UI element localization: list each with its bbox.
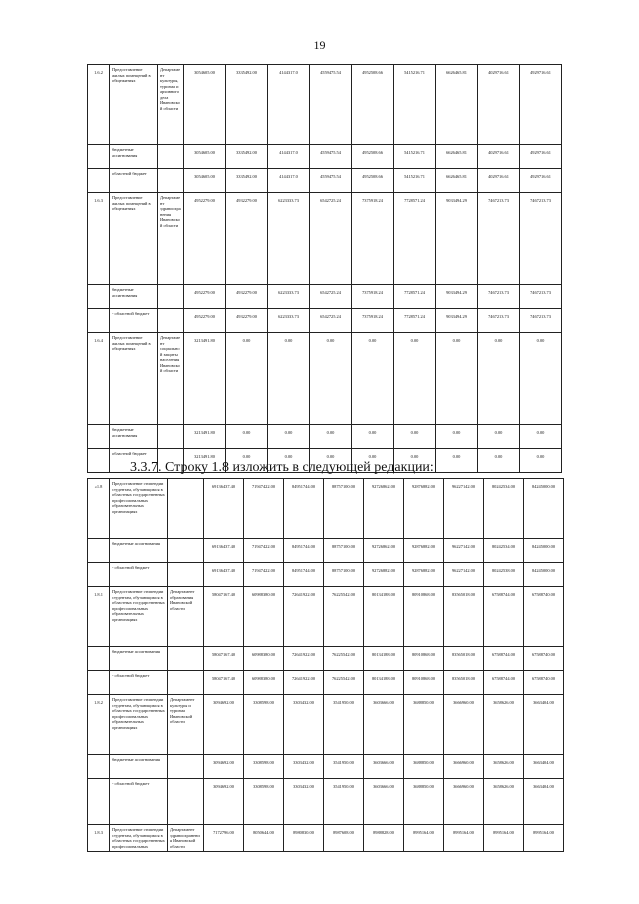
value-cell: 3213491.80 — [184, 449, 226, 473]
value-cell: 4952279.00 — [184, 193, 226, 285]
value-cell: 4029716.61 — [478, 169, 520, 193]
row-code — [88, 285, 110, 309]
value-cell: 80134188.00 — [364, 587, 404, 647]
value-cell: 4029716.61 — [478, 145, 520, 169]
value-cell: 3541950.00 — [324, 755, 364, 779]
table-row — [88, 647, 564, 671]
value-cell: 60988380.00 — [244, 647, 284, 671]
budget-table-1-8 — [87, 478, 564, 852]
row-name: бюджетные ассигнования — [110, 539, 168, 563]
value-cell: 76225542.00 — [324, 587, 364, 647]
row-department — [168, 539, 204, 563]
value-cell: 0.00 — [394, 425, 436, 449]
value-cell: 3094692.00 — [204, 779, 244, 825]
value-cell: 67588744.00 — [484, 587, 524, 647]
row-code — [88, 755, 110, 779]
section-caption: 3.3.7. Строку 1.8 изложить в следующей редакции: — [130, 460, 434, 475]
table-row — [88, 755, 564, 779]
row-name: Предоставление стипендии студентам, обучающимся в областных государственных профессиональных образовательных организациях — [110, 479, 168, 539]
table-row — [88, 671, 564, 695]
value-cell: 3094692.00 — [204, 695, 244, 755]
row-code: 1.6.4 — [88, 333, 110, 425]
row-name: - областной бюджет — [110, 671, 168, 695]
value-cell: 4952508.66 — [352, 169, 394, 193]
value-cell: 92876882.00 — [404, 479, 444, 539]
value-cell: 58047167.40 — [204, 647, 244, 671]
value-cell: 60988380.00 — [244, 587, 284, 647]
value-cell: 0.00 — [268, 333, 310, 425]
value-cell: 0.00 — [394, 449, 436, 473]
value-cell: 0.00 — [226, 333, 268, 425]
value-cell: 6542725.24 — [310, 309, 352, 333]
value-cell: 3054605.00 — [184, 145, 226, 169]
value-cell: 84245000.00 — [524, 539, 564, 563]
row-name: Предоставление жилых помещений в общежитиях — [110, 65, 158, 145]
value-cell: 8995164.00 — [484, 825, 524, 852]
row-name: бюджетные ассигнования — [110, 285, 158, 309]
value-cell: 84951744.00 — [284, 563, 324, 587]
table-row — [88, 563, 564, 587]
row-name: - областной бюджет — [110, 563, 168, 587]
value-cell: 0.00 — [352, 333, 394, 425]
value-cell: 80134188.00 — [364, 671, 404, 695]
value-cell: 3094692.00 — [204, 755, 244, 779]
value-cell: 84951744.00 — [284, 479, 324, 539]
table-row — [88, 425, 562, 449]
value-cell: 71947422.00 — [244, 539, 284, 563]
value-cell: 3054605.00 — [184, 169, 226, 193]
row-department — [168, 647, 204, 671]
value-cell: 6223333.73 — [268, 193, 310, 285]
table-row — [88, 587, 564, 647]
row-code — [88, 169, 110, 193]
value-cell: 3541950.00 — [324, 695, 364, 755]
value-cell: 92876882.00 — [404, 539, 444, 563]
row-department: Департамент образования Ивановской области — [168, 587, 204, 647]
value-cell: 3335492.00 — [226, 65, 268, 145]
value-cell: 5415216.71 — [394, 169, 436, 193]
row-code: «1.8 — [88, 479, 110, 539]
value-cell: 76225542.00 — [324, 671, 364, 695]
value-cell: 3688850.00 — [404, 779, 444, 825]
row-name: Предоставление стипендии студентам, обучающимся в областных государственных профессиональных — [110, 825, 168, 852]
value-cell: 3666960.00 — [444, 779, 484, 825]
value-cell: 7467213.73 — [520, 309, 562, 333]
value-cell: 0.00 — [310, 449, 352, 473]
value-cell: 80242534.00 — [484, 479, 524, 539]
value-cell: 4559475.54 — [310, 169, 352, 193]
value-cell: 69136437.40 — [204, 479, 244, 539]
value-cell: 4932279.00 — [226, 193, 268, 285]
value-cell: 3603666.00 — [364, 779, 404, 825]
value-cell: 4144317.0 — [268, 169, 310, 193]
row-code: 1.8.3 — [88, 825, 110, 852]
value-cell: 83565018.00 — [444, 587, 484, 647]
value-cell: 4952279.00 — [184, 285, 226, 309]
value-cell: 8988828.00 — [364, 825, 404, 852]
value-cell: 76225542.00 — [324, 647, 364, 671]
value-cell: 7375918.24 — [352, 309, 394, 333]
value-cell: 3335492.00 — [226, 145, 268, 169]
value-cell: 67588740.00 — [524, 587, 564, 647]
value-cell: 8050644.00 — [244, 825, 284, 852]
value-cell: 92726882.00 — [364, 563, 404, 587]
row-department: Департамент здравоохранения Ивановской области — [168, 825, 204, 852]
value-cell: 69136437.40 — [204, 539, 244, 563]
row-department — [168, 779, 204, 825]
row-code — [88, 779, 110, 825]
value-cell: 80242534.00 — [484, 539, 524, 563]
value-cell: 0.00 — [520, 449, 562, 473]
value-cell: 0.00 — [352, 449, 394, 473]
value-cell: 6626465.81 — [436, 65, 478, 145]
value-cell: 3054605.00 — [184, 65, 226, 145]
value-cell: 6223333.73 — [268, 309, 310, 333]
row-name: Предоставление жилых помещений в общежитиях — [110, 193, 158, 285]
value-cell: 72641922.00 — [284, 647, 324, 671]
value-cell: 4932279.00 — [226, 285, 268, 309]
value-cell: 7375918.24 — [352, 285, 394, 309]
row-code: 1.6.2 — [88, 65, 110, 145]
table-row — [88, 695, 564, 755]
value-cell: 0.00 — [226, 449, 268, 473]
row-code: 1.8.2 — [88, 695, 110, 755]
value-cell: 3213491.80 — [184, 333, 226, 425]
value-cell: 5415216.71 — [394, 145, 436, 169]
table-row — [88, 309, 562, 333]
value-cell: 80242538.00 — [484, 563, 524, 587]
value-cell: 0.00 — [394, 333, 436, 425]
value-cell: 3308598.00 — [244, 755, 284, 779]
value-cell: 0.00 — [436, 333, 478, 425]
value-cell: 3308598.00 — [244, 779, 284, 825]
value-cell: 96227142.00 — [444, 479, 484, 539]
value-cell: 9033494.29 — [436, 193, 478, 285]
value-cell: 88757100.00 — [324, 539, 364, 563]
row-department — [158, 285, 184, 309]
value-cell: 96227142.00 — [444, 539, 484, 563]
value-cell: 3603666.00 — [364, 755, 404, 779]
row-department — [168, 671, 204, 695]
row-code: 1.8.1 — [88, 587, 110, 647]
value-cell: 6626465.81 — [436, 169, 478, 193]
row-code — [88, 145, 110, 169]
value-cell: 0.00 — [310, 333, 352, 425]
value-cell: 4144317.0 — [268, 65, 310, 145]
row-department: Департамент социальной защиты населения Ивановской области — [158, 333, 184, 425]
value-cell: 0.00 — [310, 425, 352, 449]
value-cell: 7728571.24 — [394, 193, 436, 285]
value-cell: 80910868.00 — [404, 647, 444, 671]
value-cell: 83565018.00 — [444, 647, 484, 671]
row-name: областной бюджет — [110, 169, 158, 193]
row-department — [168, 479, 204, 539]
row-code — [88, 539, 110, 563]
row-name: бюджетные ассигнования — [110, 425, 158, 449]
value-cell: 3688850.00 — [404, 695, 444, 755]
row-name: бюджетные ассигнования — [110, 145, 158, 169]
value-cell: 80910868.00 — [404, 671, 444, 695]
value-cell: 7467213.73 — [520, 285, 562, 309]
value-cell: 6542725.24 — [310, 285, 352, 309]
table-row — [88, 193, 562, 285]
value-cell: 71947422.00 — [244, 479, 284, 539]
row-code — [88, 671, 110, 695]
value-cell: 7467213.73 — [478, 193, 520, 285]
value-cell: 0.00 — [268, 425, 310, 449]
row-name: Предоставление жилых помещений в общежитиях — [110, 333, 158, 425]
value-cell: 0.00 — [226, 425, 268, 449]
value-cell: 0.00 — [268, 449, 310, 473]
value-cell: 3658626.00 — [484, 755, 524, 779]
row-department: Департамент культуры, туризма и архивного дела Ивановской области — [158, 65, 184, 145]
budget-table-1-6 — [87, 64, 562, 473]
value-cell: 4559475.54 — [310, 65, 352, 145]
value-cell: 3666960.00 — [444, 755, 484, 779]
row-name: Предоставление стипендии студентам, обучающимся в областных государственных профессиональных образовательных организациях — [110, 587, 168, 647]
value-cell: 4952508.66 — [352, 65, 394, 145]
value-cell: 3335492.00 — [226, 169, 268, 193]
row-code — [88, 309, 110, 333]
value-cell: 6626465.81 — [436, 145, 478, 169]
value-cell: 58047167.40 — [204, 587, 244, 647]
value-cell: 4932279.00 — [226, 309, 268, 333]
value-cell: 3541950.00 — [324, 779, 364, 825]
table-row — [88, 779, 564, 825]
value-cell: 4929716.61 — [520, 169, 562, 193]
value-cell: 0.00 — [478, 425, 520, 449]
table-row — [88, 145, 562, 169]
value-cell: 4952279.00 — [184, 309, 226, 333]
value-cell: 88757100.00 — [324, 479, 364, 539]
value-cell: 60988380.00 — [244, 671, 284, 695]
value-cell: 72641922.00 — [284, 671, 324, 695]
value-cell: 80910868.00 — [404, 587, 444, 647]
row-code — [88, 563, 110, 587]
value-cell: 8995164.00 — [444, 825, 484, 852]
value-cell: 3688850.00 — [404, 755, 444, 779]
value-cell: 4144317.0 — [268, 145, 310, 169]
value-cell: 83565018.00 — [444, 671, 484, 695]
value-cell: 3303432.00 — [284, 779, 324, 825]
row-name: бюджетные ассигнования — [110, 647, 168, 671]
row-department: Департамент здравоохранения Ивановской области — [158, 193, 184, 285]
value-cell: 0.00 — [352, 425, 394, 449]
value-cell: 5415216.71 — [394, 65, 436, 145]
value-cell: 4029716.61 — [478, 65, 520, 145]
row-name: областной бюджет — [110, 449, 158, 473]
row-department — [158, 169, 184, 193]
row-department — [158, 145, 184, 169]
value-cell: 8980830.00 — [284, 825, 324, 852]
value-cell: 6223333.73 — [268, 285, 310, 309]
value-cell: 4929716.61 — [520, 145, 562, 169]
row-department — [158, 425, 184, 449]
page-number: 19 — [313, 38, 326, 52]
value-cell: 6542725.24 — [310, 193, 352, 285]
value-cell: 0.00 — [520, 333, 562, 425]
row-code — [88, 647, 110, 671]
value-cell: 7467213.73 — [478, 285, 520, 309]
value-cell: 7728571.24 — [394, 309, 436, 333]
value-cell: 3303432.00 — [284, 695, 324, 755]
row-code: 1.6.3 — [88, 193, 110, 285]
row-department — [158, 309, 184, 333]
value-cell: 96227142.00 — [444, 563, 484, 587]
value-cell: 9033494.29 — [436, 309, 478, 333]
row-department — [168, 563, 204, 587]
value-cell: 0.00 — [478, 333, 520, 425]
value-cell: 8995164.00 — [524, 825, 564, 852]
table-row — [88, 333, 562, 425]
value-cell: 3603666.00 — [364, 695, 404, 755]
table-row — [88, 65, 562, 145]
value-cell: 67588740.00 — [524, 647, 564, 671]
value-cell: 84245000.00 — [524, 479, 564, 539]
value-cell: 0.00 — [436, 449, 478, 473]
row-name: - областной бюджет — [110, 779, 168, 825]
row-name: - областной бюджет — [110, 309, 158, 333]
value-cell: 0.00 — [520, 425, 562, 449]
row-department: Департамент культуры и туризма Ивановской области — [168, 695, 204, 755]
value-cell: 9033494.29 — [436, 285, 478, 309]
table-row — [88, 169, 562, 193]
value-cell: 3303432.00 — [284, 755, 324, 779]
value-cell: 7467213.73 — [520, 193, 562, 285]
value-cell: 3213491.80 — [184, 425, 226, 449]
table-row — [88, 479, 564, 539]
row-department — [168, 755, 204, 779]
value-cell: 4559475.54 — [310, 145, 352, 169]
row-code — [88, 425, 110, 449]
value-cell: 7172796.00 — [204, 825, 244, 852]
value-cell: 67588744.00 — [484, 671, 524, 695]
value-cell: 92726862.00 — [364, 479, 404, 539]
value-cell: 3658626.00 — [484, 779, 524, 825]
table-row — [88, 539, 564, 563]
value-cell: 0.00 — [478, 449, 520, 473]
value-cell: 80134188.00 — [364, 647, 404, 671]
value-cell: 84951744.00 — [284, 539, 324, 563]
value-cell: 84245000.00 — [524, 563, 564, 587]
table-row — [88, 825, 564, 852]
value-cell: 67588740.00 — [524, 671, 564, 695]
value-cell: 58047167.40 — [204, 671, 244, 695]
value-cell: 7375918.24 — [352, 193, 394, 285]
value-cell: 92726862.00 — [364, 539, 404, 563]
row-name: Предоставление стипендии студентам, обучающимся в областных государственных профессиональных образовательных организациях — [110, 695, 168, 755]
value-cell: 3663404.00 — [524, 779, 564, 825]
value-cell: 4952508.66 — [352, 145, 394, 169]
value-cell: 7467213.73 — [478, 309, 520, 333]
value-cell: 92876882.00 — [404, 563, 444, 587]
value-cell: 4929716.61 — [520, 65, 562, 145]
row-name: бюджетные ассигнования — [110, 755, 168, 779]
value-cell: 88757100.00 — [324, 563, 364, 587]
value-cell: 0.00 — [436, 425, 478, 449]
value-cell: 7728571.24 — [394, 285, 436, 309]
value-cell: 3666960.00 — [444, 695, 484, 755]
value-cell: 71947422.00 — [244, 563, 284, 587]
row-code — [88, 449, 110, 473]
value-cell: 3663404.00 — [524, 695, 564, 755]
value-cell: 8987608.00 — [324, 825, 364, 852]
value-cell: 67588744.00 — [484, 647, 524, 671]
value-cell: 3308598.00 — [244, 695, 284, 755]
value-cell: 8995164.00 — [404, 825, 444, 852]
value-cell: 72641922.00 — [284, 587, 324, 647]
value-cell: 3663404.00 — [524, 755, 564, 779]
table-row — [88, 285, 562, 309]
value-cell: 69136437.40 — [204, 563, 244, 587]
value-cell: 3658626.00 — [484, 695, 524, 755]
